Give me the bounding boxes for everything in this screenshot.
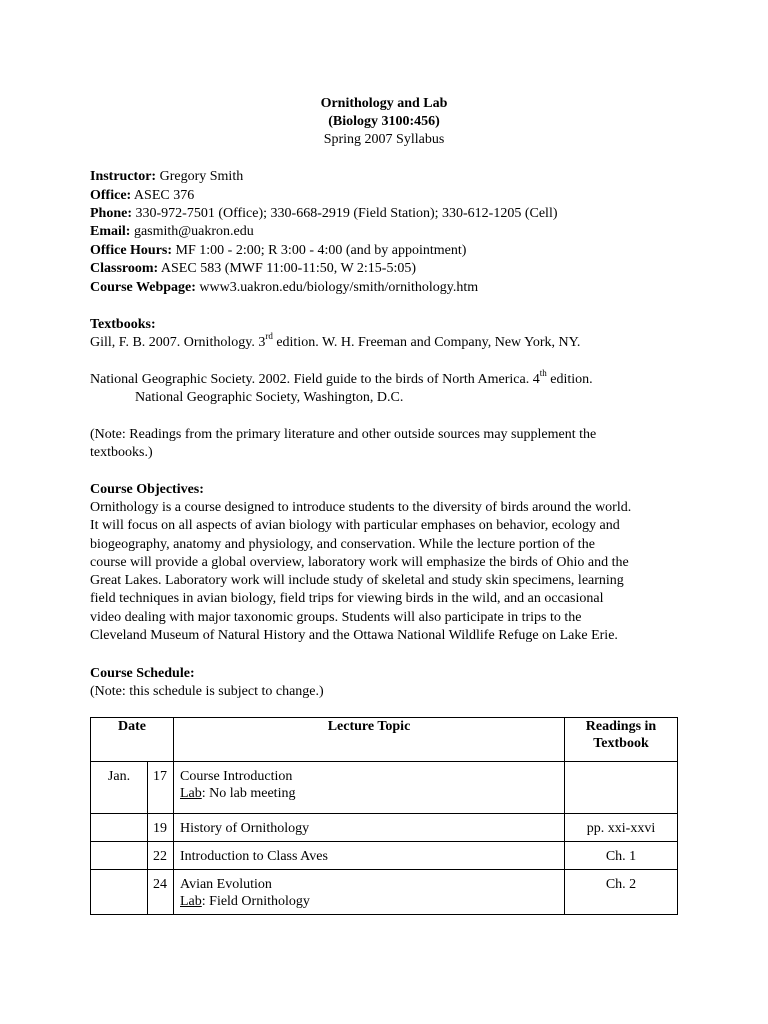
objectives-line: video dealing with major taxonomic groups. Students will also participate in trips to the [90, 609, 582, 625]
course-title: Ornithology and Lab [320, 96, 448, 111]
row-month [91, 870, 148, 915]
row-topic: Introduction to Class Aves [174, 842, 565, 870]
row-month [91, 842, 148, 870]
office-hours-line: Office Hours: MF 1:00 - 2:00; R 3:00 - 4:00 (and by appointment) [90, 243, 467, 258]
instructor-line: Instructor: Gregory Smith [90, 169, 244, 184]
row-reading: Ch. 1 [565, 842, 678, 870]
schedule-table [90, 717, 678, 915]
objectives-line: Great Lakes. Laboratory work will include study of skeletal and study skin specimens, learning [90, 573, 624, 589]
table-row [91, 814, 678, 842]
row-day: 17 [148, 762, 174, 814]
lab-label: Lab [180, 786, 202, 801]
objectives-heading: Course Objectives: [90, 482, 204, 497]
row-day: 19 [148, 814, 174, 842]
textbook-natgeo-publisher: National Geographic Society, Washington, D.C. [135, 390, 404, 405]
table-row [91, 870, 678, 915]
syllabus-term: Spring 2007 Syllabus [323, 132, 445, 147]
webpage-line: Course Webpage: www3.uakron.edu/biology/smith/ornithology.htm [90, 280, 479, 295]
objectives-line: Ornithology is a course designed to introduce students to the diversity of birds around the world. [90, 500, 632, 515]
row-reading: pp. xxi-xxvi [565, 814, 678, 842]
email-line: Email: gasmith@uakron.edu [90, 224, 254, 239]
date-column-header: Date [91, 718, 174, 762]
course-number: (Biology 3100:456) [328, 114, 440, 129]
objectives-line: biogeography, anatomy and physiology, and conservation. While the lecture portion of the [90, 536, 595, 552]
phone-line: Phone: 330-972-7501 (Office); 330-668-2919 (Field Station); 330-612-1205 (Cell) [90, 206, 558, 221]
objectives-paragraph [90, 499, 680, 645]
row-topic: History of Ornithology [174, 814, 565, 842]
objectives-line: Cleveland Museum of Natural History and the Ottawa National Wildlife Refuge on Lake Erie. [90, 628, 618, 644]
readings-column-header: Readings in Textbook [565, 718, 678, 762]
textbooks-note-line1: (Note: Readings from the primary literature and other outside sources may supplement the [90, 427, 597, 442]
table-row [91, 762, 678, 814]
row-reading [565, 762, 678, 814]
schedule-note: (Note: this schedule is subject to change.) [90, 684, 324, 699]
objectives-line: It will focus on all aspects of avian biology with particular emphases on behavior, ecology and [90, 518, 620, 534]
classroom-line: Classroom: ASEC 583 (MWF 11:00-11:50, W 2:15-5:05) [90, 261, 417, 276]
lab-label: Lab [180, 894, 202, 909]
schedule-heading: Course Schedule: [90, 666, 195, 681]
row-day: 22 [148, 842, 174, 870]
textbooks-heading: Textbooks: [90, 317, 156, 332]
schedule-header-row [91, 718, 678, 762]
topic-column-header: Lecture Topic [174, 718, 565, 762]
textbooks-note-line2: textbooks.) [90, 445, 153, 460]
row-month: Jan. [91, 762, 148, 814]
textbook-natgeo: National Geographic Society. 2002. Field guide to the birds of North America. 4th edition. [90, 368, 593, 387]
row-topic: Course Introduction Lab: No lab meeting [174, 762, 565, 814]
objectives-line: course will provide a global overview, laboratory work will emphasize the birds of Ohio and the [90, 554, 629, 570]
row-day: 24 [148, 870, 174, 915]
objectives-line: field techniques in avian biology, field trips for viewing birds in the wild, and an occasional [90, 591, 604, 607]
row-topic: Avian Evolution Lab: Field Ornithology [174, 870, 565, 915]
textbook-gill: Gill, F. B. 2007. Ornithology. 3rd edition. W. H. Freeman and Company, New York, NY. [90, 331, 581, 350]
row-reading: Ch. 2 [565, 870, 678, 915]
table-row [91, 842, 678, 870]
row-month [91, 814, 148, 842]
office-line: Office: ASEC 376 [90, 188, 195, 203]
